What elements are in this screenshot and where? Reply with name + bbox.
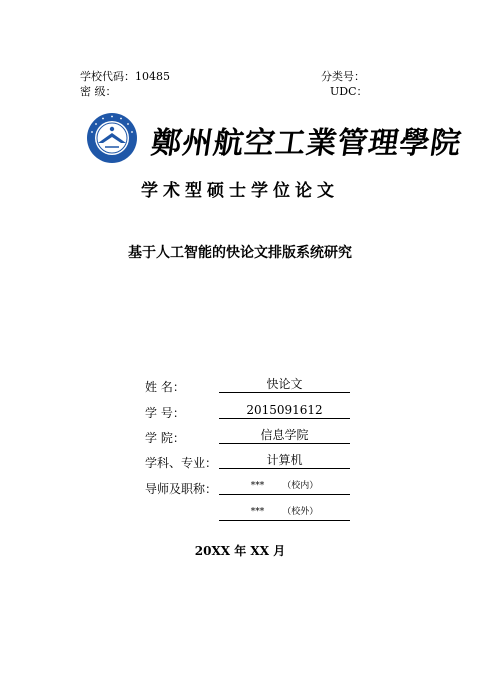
submission-date: 20XX 年 XX 月 xyxy=(194,544,286,558)
student-id-label: 学 号： xyxy=(145,406,185,420)
major-label: 学科、专业： xyxy=(145,456,218,470)
school-code xyxy=(80,70,170,84)
student-id-value: 2015091612 xyxy=(219,403,350,419)
thesis-title: 基于人工智能的快论文排版系统研究 xyxy=(128,245,352,261)
degree-type: 学术型硕士学位论文 xyxy=(141,181,339,201)
udc-label: UDC： xyxy=(330,85,368,98)
classification-label: 分类号： xyxy=(321,70,365,83)
college-value: 信息学院 xyxy=(219,428,350,444)
advisor-label: 导师及职称： xyxy=(145,482,218,496)
advisor-outer xyxy=(219,505,350,521)
university-name-calligraphy: 鄭州航空工業管理學院 xyxy=(149,126,464,161)
advisor-outer-name: *** xyxy=(250,507,265,517)
university-emblem-icon xyxy=(86,112,138,164)
college-label: 学 院： xyxy=(145,431,185,445)
name-label: 姓 名： xyxy=(145,380,185,394)
school-code-value: 10485 xyxy=(135,70,170,83)
secret-level-label: 密 级： xyxy=(80,85,117,98)
advisor-inner xyxy=(219,479,350,495)
advisor-inner-name: *** xyxy=(250,481,265,491)
school-code-label: 学校代码： xyxy=(80,70,135,83)
advisor-inner-tag: （校内） xyxy=(282,481,319,491)
major-value: 计算机 xyxy=(219,453,350,469)
advisor-outer-tag: （校外） xyxy=(282,507,319,517)
name-value: 快论文 xyxy=(219,377,350,393)
